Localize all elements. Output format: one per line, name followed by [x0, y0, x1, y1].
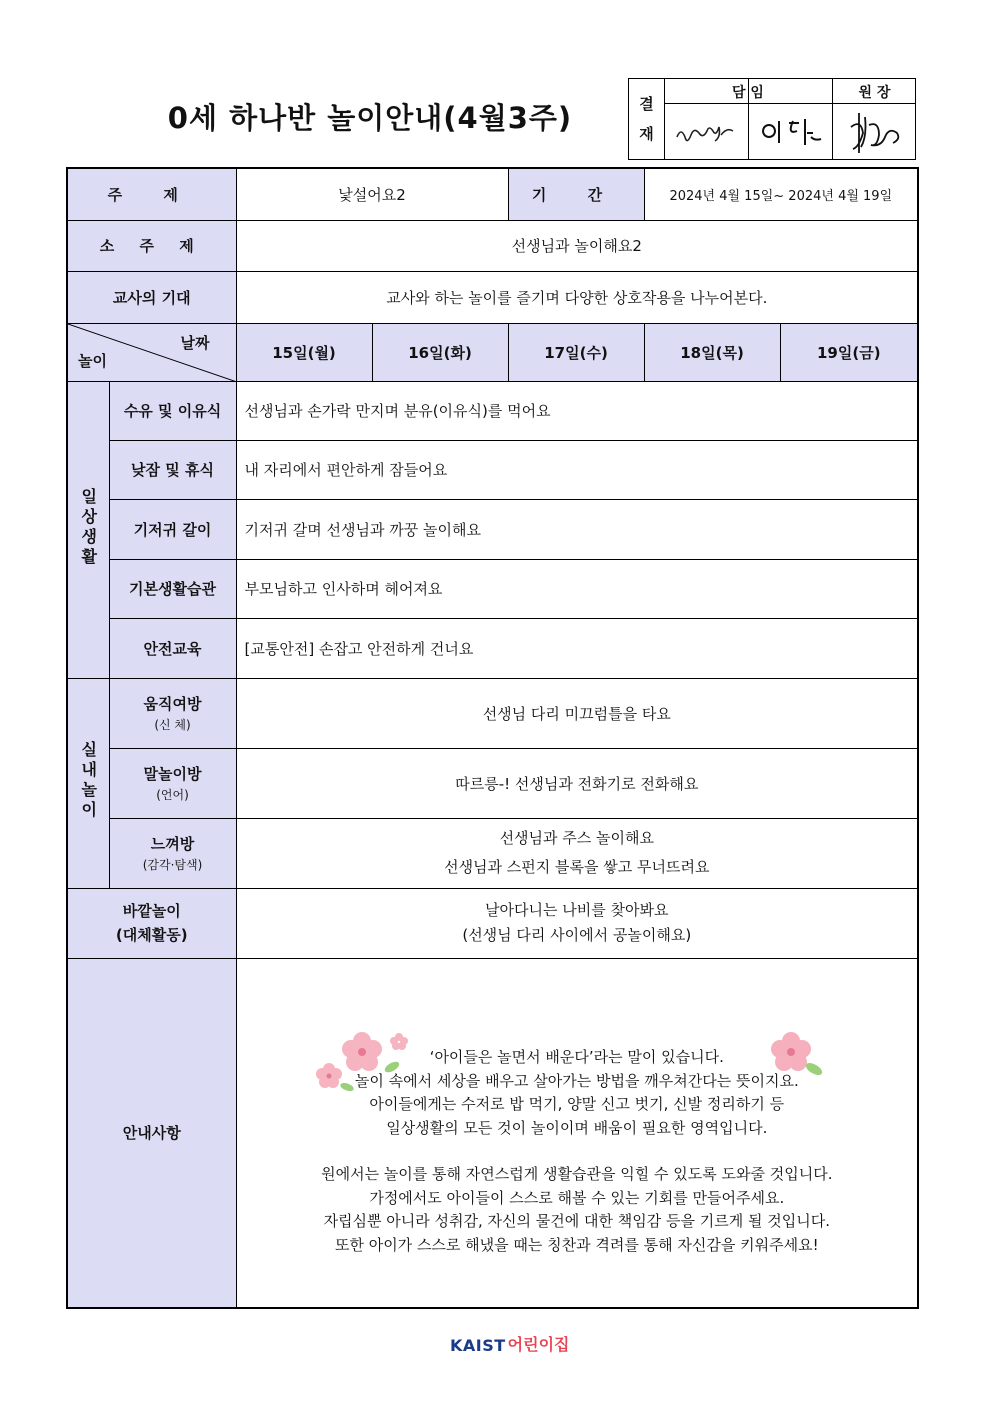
indoor-row-value: 따르릉-! 선생님과 전화기로 전화해요 — [236, 748, 918, 818]
approval-box — [628, 78, 916, 160]
indoor-row-value: 선생님 다리 미끄럼틀을 타요 — [236, 678, 918, 748]
theme-value: 낯설어요2 — [236, 168, 508, 220]
notice-content: ‘아이들은 놀면서 배운다’라는 말이 있습니다. 놀이 속에서 세상을 배우고 살아가는 방법을 깨우쳐간다는 뜻이지요. 아이들에게는 수저로 밥 먹기, 양말 신고 벗기, 신발 정리하기 등 일상생활의 모든 것이 놀이이며 배움이 필요한 영역입니다. 원에서는 놀이를 통해 자연스럽게 생활습관을 익힐 수 있도록 도와줄 것입니다. 가정에서도 아이들이 스스로 해볼 수 있는 기회를 만들어주세요. 자립심뿐 아니라 성취감, 자신의 물건에 대한 책임감 등을 기르게 될 것입니다. 또한 아이가 스스로 해냈을 때는 칭찬과 격려를 통해 자신감을 키워주세요! — [236, 958, 918, 1308]
indoor-row-label: 느껴방 (감각·탐색) — [109, 818, 236, 888]
daily-row-label: 안전교육 — [109, 618, 236, 678]
notice-label: 안내사항 — [67, 958, 236, 1308]
daily-row-value: 내 자리에서 편안하게 잠들어요 — [236, 440, 918, 499]
outdoor-label: 바깥놀이 (대체활동) — [67, 888, 236, 958]
subtheme-label: 소 주 제 — [67, 220, 236, 271]
subtheme-value: 선생님과 놀이해요2 — [236, 220, 918, 271]
period-value: 2024년 4월 15일~ 2024년 4월 19일 — [644, 168, 918, 220]
kaist-daycare-logo: KAIST 어린이집 — [450, 1335, 570, 1355]
indoor-row-value: 선생님과 주스 놀이해요 선생님과 스펀지 블록을 쌓고 무너뜨려요 — [236, 818, 918, 888]
play-label: 놀이 — [78, 351, 107, 370]
homeroom-label: 담 임 — [732, 85, 764, 101]
outdoor-value: 날아다니는 나비를 찾아봐요 (선생님 다리 사이에서 공놀이해요) — [236, 888, 918, 958]
daily-life-group: 일상생활 — [67, 381, 109, 678]
daily-row-value: 선생님과 손가락 만지며 분유(이유식)를 먹어요 — [236, 381, 918, 440]
period-label: 기 간 — [508, 168, 644, 220]
day-header: 16일(화) — [372, 323, 508, 381]
daily-row-label: 기본생활습관 — [109, 559, 236, 618]
teacher-signature-2 — [755, 107, 825, 157]
daily-row-value: [교통안전] 손잡고 안전하게 건너요 — [236, 618, 918, 678]
theme-label: 주 제 — [67, 168, 236, 220]
teacher-signature-1 — [671, 107, 741, 157]
indoor-row-label: 말놀이방 (언어) — [109, 748, 236, 818]
indoor-play-group: 실내놀이 — [67, 678, 109, 888]
director-signature — [841, 107, 911, 157]
day-header: 15일(월) — [236, 323, 372, 381]
date-play-header — [67, 323, 236, 381]
day-header: 18일(목) — [644, 323, 780, 381]
expectation-value: 교사와 하는 놀이를 즐기며 다양한 상호작용을 나누어본다. — [236, 271, 918, 323]
director-label: 원 장 — [858, 85, 891, 101]
expectation-label: 교사의 기대 — [67, 271, 236, 323]
indoor-row-label: 움직여방 (신 체) — [109, 678, 236, 748]
daily-row-value: 부모님하고 인사하며 헤어져요 — [236, 559, 918, 618]
day-header: 19일(금) — [780, 323, 918, 381]
daily-row-label: 낮잠 및 휴식 — [109, 440, 236, 499]
day-header: 17일(수) — [508, 323, 644, 381]
date-label: 날짜 — [180, 333, 210, 352]
page-title: 0세 하나반 놀이안내(4월3주) — [167, 101, 573, 135]
daily-row-label: 수유 및 이유식 — [109, 381, 236, 440]
plan-table — [66, 167, 919, 1309]
daily-row-label: 기저귀 갈이 — [109, 499, 236, 559]
daily-row-value: 기저귀 갈며 선생님과 까꿍 놀이해요 — [236, 499, 918, 559]
approval-label: 결 재 — [639, 95, 654, 143]
